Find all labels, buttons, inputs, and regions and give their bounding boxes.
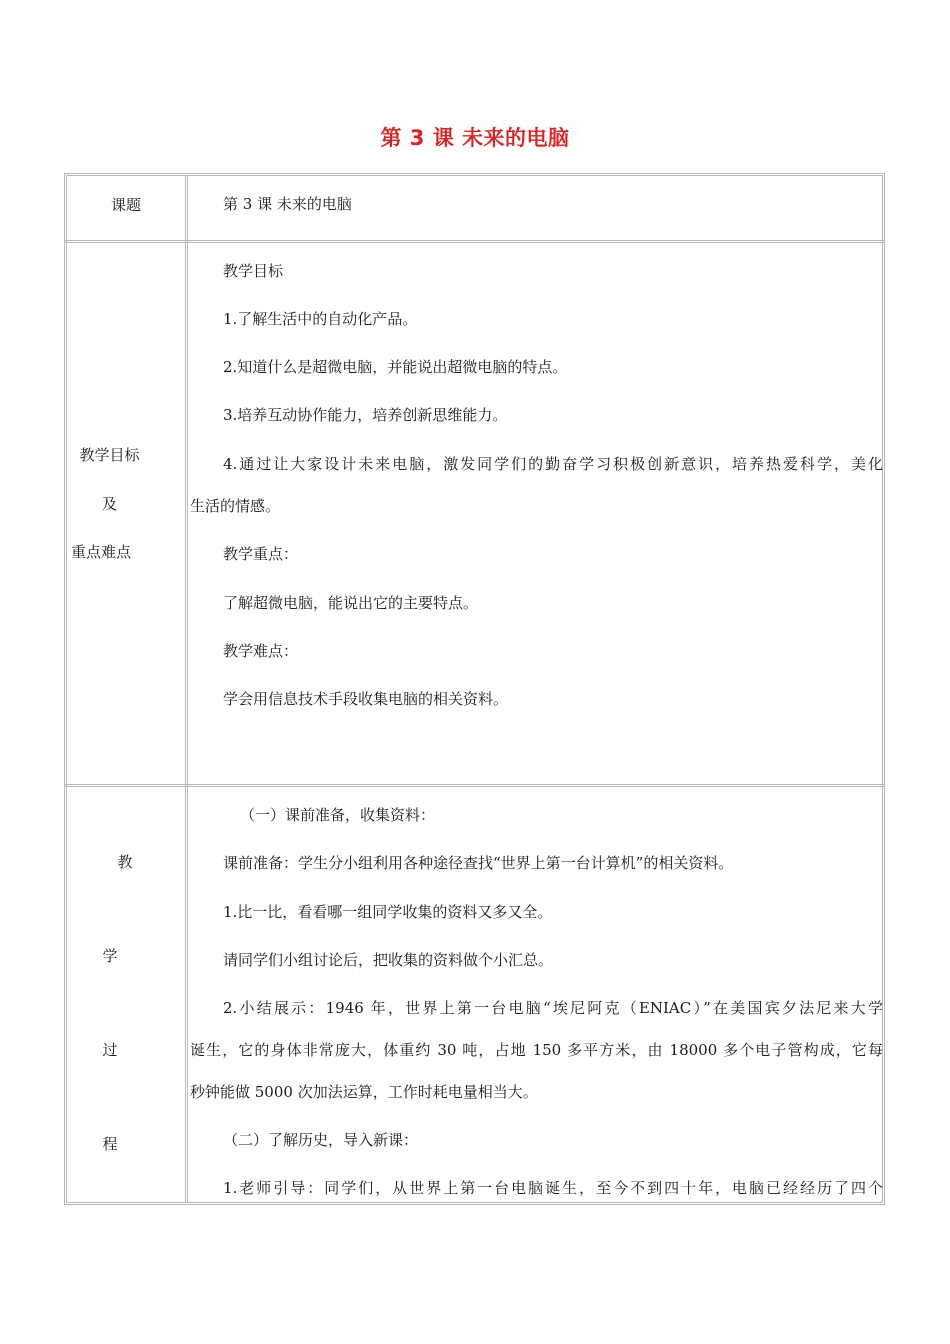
objective-item: 2.知道什么是超微电脑，并能说出超微电脑的特点。 bbox=[223, 358, 568, 376]
summary-line1: 2.小结展示：1946 年，世界上第一台电脑“埃尼阿克（ENIAC）”在美国宾夕法尼来大学 bbox=[223, 999, 883, 1017]
prep-text: 课前准备：学生分小组利用各种途径查找“世界上第一台计算机”的相关资料。 bbox=[223, 854, 734, 872]
topic-value: 第 3 课 未来的电脑 bbox=[223, 195, 352, 213]
objective-item-4-line1: 4.通过让大家设计未来电脑，激发同学们的勤奋学习积极创新意识，培养热爱科学，美化 bbox=[223, 455, 883, 473]
row-label-objectives: 教学目标 bbox=[79, 446, 140, 464]
difficulty-text: 学会用信息技术手段收集电脑的相关资料。 bbox=[223, 690, 509, 708]
key-points-text: 了解超微电脑，能说出它的主要特点。 bbox=[223, 594, 479, 612]
difficulty-heading: 教学难点： bbox=[223, 642, 299, 660]
key-points-heading: 教学重点： bbox=[223, 545, 299, 563]
discuss-text: 请同学们小组讨论后，把收集的资料做个小汇总。 bbox=[223, 951, 554, 969]
summary-line2: 诞生，它的身体非常庞大，体重约 30 吨，占地 150 多平方米，由 18000 多个电子管构成，它每 bbox=[190, 1041, 883, 1059]
section-heading: （二）了解历史，导入新课： bbox=[223, 1131, 419, 1149]
row-label-and: 及 bbox=[101, 495, 117, 513]
row-label-char: 程 bbox=[102, 1135, 118, 1153]
objective-item: 1.了解生活中的自动化产品。 bbox=[223, 310, 418, 328]
page-title: 第 3 课 未来的电脑 bbox=[380, 126, 570, 150]
summary-line3: 秒钟能做 5000 次加法运算，工作时耗电量相当大。 bbox=[190, 1083, 538, 1101]
objective-item: 3.培养互动协作能力，培养创新思维能力。 bbox=[223, 406, 508, 424]
column-divider bbox=[185, 176, 188, 1202]
objective-item-4-line2: 生活的情感。 bbox=[190, 497, 281, 515]
compare-text: 1.比一比，看看哪一组同学收集的资料又多又全。 bbox=[223, 903, 553, 921]
section-heading: （一）课前准备，收集资料： bbox=[240, 806, 436, 824]
teacher-guide-line: 1.老师引导：同学们，从世界上第一台电脑诞生，至今不到四十年，电脑已经经历了四个 bbox=[223, 1179, 883, 1197]
objectives-heading: 教学目标 bbox=[223, 262, 284, 280]
row-label-char: 学 bbox=[102, 947, 118, 965]
row-label-char: 过 bbox=[102, 1041, 118, 1059]
row-label-char: 教 bbox=[117, 853, 133, 871]
row-label-key-points: 重点难点 bbox=[70, 543, 131, 561]
row-label-topic: 课题 bbox=[110, 196, 141, 214]
